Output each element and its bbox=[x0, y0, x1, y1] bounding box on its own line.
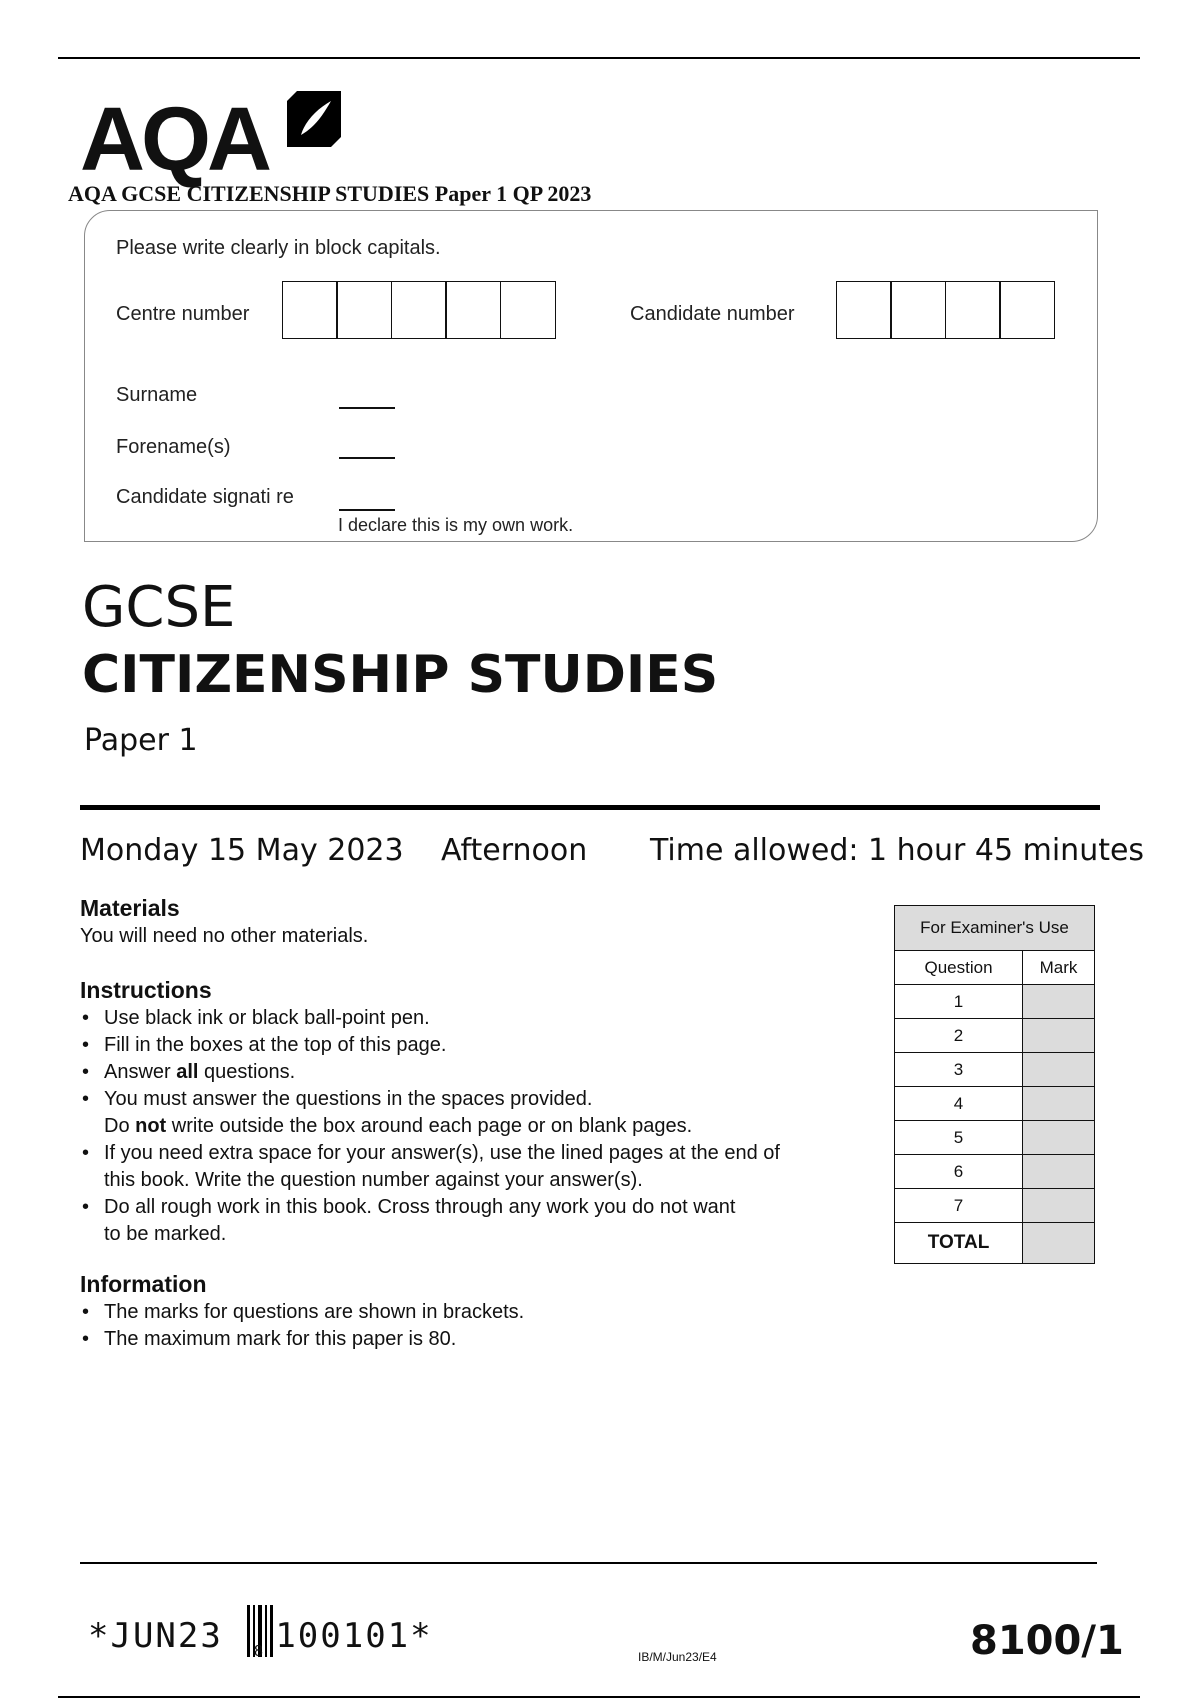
centre-number-boxes[interactable] bbox=[283, 281, 556, 339]
table-row bbox=[895, 1053, 1095, 1087]
aqa-logo: AQA bbox=[80, 90, 268, 190]
candidate-number-digit[interactable] bbox=[890, 281, 946, 339]
centre-number-digit[interactable] bbox=[391, 281, 447, 339]
list-item: • Do all rough work in this book. Cross through any work you do not want to be marked. bbox=[80, 1194, 880, 1248]
table-row bbox=[895, 1087, 1095, 1121]
reference-code: IB/M/Jun23/E4 bbox=[638, 1650, 717, 1664]
time-allowed: Time allowed: 1 hour 45 minutes bbox=[650, 833, 1145, 868]
candidate-number-digit[interactable] bbox=[945, 281, 1001, 339]
list-item: • If you need extra space for your answer(s), use the lined pages at the end of this book. Write the question number against your answer(s). bbox=[80, 1140, 880, 1194]
centre-number-digit[interactable] bbox=[282, 281, 338, 339]
information-heading: Information bbox=[80, 1271, 207, 1297]
centre-number-digit[interactable] bbox=[500, 281, 556, 339]
table-row bbox=[895, 985, 1095, 1019]
examiner-table-title: For Examiner's Use bbox=[895, 906, 1095, 951]
aqa-logo-mark-icon bbox=[287, 91, 341, 147]
instructions-list bbox=[80, 1005, 880, 1248]
mark-cell bbox=[1023, 1189, 1095, 1223]
list-item: • The maximum mark for this paper is 80. bbox=[80, 1326, 880, 1353]
barcode-left-text: *JUN23 bbox=[88, 1616, 223, 1656]
bottom-rule bbox=[58, 1696, 1140, 1698]
footer-rule bbox=[80, 1562, 1097, 1564]
question-number: 1 bbox=[895, 985, 1023, 1019]
surname-label: Surname bbox=[116, 384, 198, 406]
question-number: 2 bbox=[895, 1019, 1023, 1053]
table-row bbox=[895, 1019, 1095, 1053]
surname-field[interactable] bbox=[339, 407, 395, 409]
exam-session: Afternoon bbox=[441, 833, 588, 868]
mark-cell bbox=[1023, 1121, 1095, 1155]
forenames-field[interactable] bbox=[339, 457, 395, 459]
information-list bbox=[80, 1299, 880, 1353]
barcode-right-text: 100101* bbox=[275, 1616, 433, 1656]
table-row bbox=[895, 1223, 1095, 1264]
candidate-number-digit[interactable] bbox=[836, 281, 892, 339]
question-number: 7 bbox=[895, 1189, 1023, 1223]
examiner-use-table bbox=[894, 905, 1095, 1264]
signature-label: Candidate signati re bbox=[116, 486, 294, 508]
table-row bbox=[895, 1189, 1095, 1223]
question-number: 4 bbox=[895, 1087, 1023, 1121]
question-column-header: Question bbox=[895, 951, 1023, 985]
paper-code: 8100/1 bbox=[970, 1618, 1124, 1664]
barcode-digit: 8 bbox=[254, 1643, 263, 1660]
declaration-text: I declare this is my own work. bbox=[338, 515, 574, 535]
total-label: TOTAL bbox=[895, 1223, 1023, 1264]
mark-column-header: Mark bbox=[1023, 951, 1095, 985]
instructions-heading: Instructions bbox=[80, 977, 212, 1003]
table-row bbox=[895, 1155, 1095, 1189]
mark-cell bbox=[1023, 1087, 1095, 1121]
paper-heading: Paper 1 bbox=[84, 723, 198, 758]
candidate-number-digit[interactable] bbox=[999, 281, 1055, 339]
mark-cell bbox=[1023, 1053, 1095, 1087]
qualification-heading: GCSE bbox=[82, 575, 236, 640]
centre-number-digit[interactable] bbox=[445, 281, 501, 339]
subject-heading: CITIZENSHIP STUDIES bbox=[82, 645, 719, 705]
candidate-details-box bbox=[84, 210, 1098, 542]
list-item: • The marks for questions are shown in brackets. bbox=[80, 1299, 880, 1326]
list-item: • You must answer the questions in the spaces provided. Do not write outside the box around each page or on blank pages. bbox=[80, 1086, 880, 1140]
question-number: 6 bbox=[895, 1155, 1023, 1189]
centre-number-label: Centre number bbox=[116, 303, 250, 325]
materials-text: You will need no other materials. bbox=[80, 925, 369, 947]
question-number: 3 bbox=[895, 1053, 1023, 1087]
block-capitals-instruction: Please write clearly in block capitals. bbox=[116, 237, 441, 259]
list-item: • Fill in the boxes at the top of this page. bbox=[80, 1032, 880, 1059]
list-item: • Answer all questions. bbox=[80, 1059, 880, 1086]
table-row bbox=[895, 1121, 1095, 1155]
mark-cell bbox=[1023, 1019, 1095, 1053]
heading-rule bbox=[80, 805, 1100, 810]
signature-field[interactable] bbox=[339, 509, 395, 511]
top-rule bbox=[58, 57, 1140, 59]
candidate-number-label: Candidate number bbox=[630, 303, 795, 325]
mark-cell bbox=[1023, 1155, 1095, 1189]
materials-heading: Materials bbox=[80, 895, 180, 921]
question-number: 5 bbox=[895, 1121, 1023, 1155]
mark-cell bbox=[1023, 985, 1095, 1019]
document-title: AQA GCSE CITIZENSHIP STUDIES Paper 1 QP 2023 bbox=[68, 181, 592, 206]
centre-number-digit[interactable] bbox=[336, 281, 392, 339]
forenames-label: Forename(s) bbox=[116, 436, 231, 458]
total-mark-cell bbox=[1023, 1223, 1095, 1264]
candidate-number-boxes[interactable] bbox=[837, 281, 1055, 339]
exam-date: Monday 15 May 2023 bbox=[80, 833, 404, 868]
list-item: • Use black ink or black ball-point pen. bbox=[80, 1005, 880, 1032]
